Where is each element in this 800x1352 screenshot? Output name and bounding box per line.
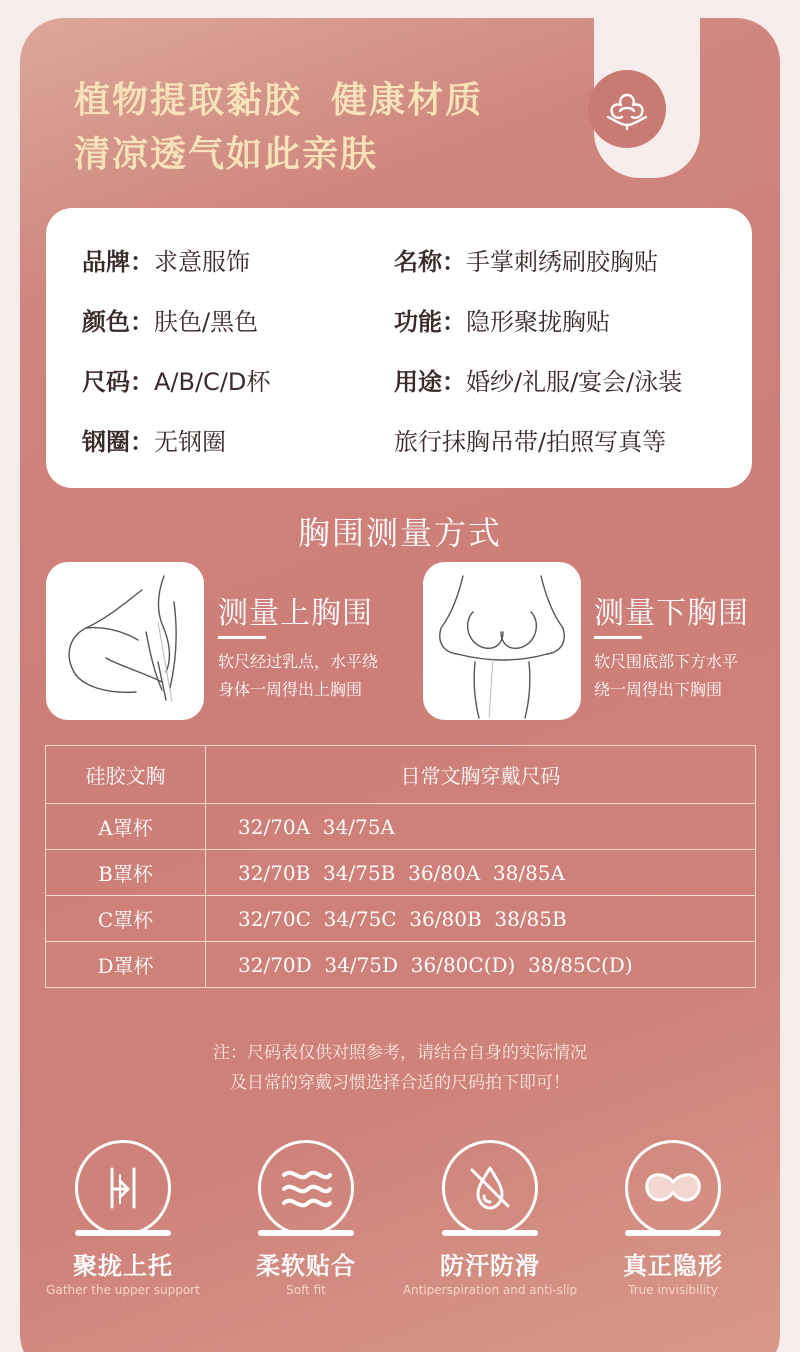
table-row	[46, 850, 756, 896]
feature-ring	[442, 1140, 538, 1236]
table-row	[46, 896, 756, 942]
note-line-1: 注：尺码表仅供对照参考，请结合自身的实际情况	[213, 1043, 587, 1063]
upper-bust-figure-icon	[46, 562, 204, 720]
info-wire	[82, 422, 226, 457]
feature-invisible	[583, 1140, 763, 1297]
table-row	[46, 804, 756, 850]
color-label: 颜色：	[82, 308, 154, 336]
invisible-bra-icon	[641, 1168, 705, 1208]
size-table-header	[46, 746, 756, 804]
feature-title: 真正隐形	[623, 1252, 723, 1280]
wire-label: 钢圈：	[82, 428, 154, 456]
lower-desc-line-1: 软尺围底部下方水平	[594, 652, 739, 671]
size-value: A/B/C/D杯	[154, 368, 271, 396]
upper-bust-description	[218, 648, 398, 704]
usage-label: 用途：	[394, 368, 466, 396]
lower-bust-illustration	[423, 562, 581, 720]
feature-subtitle: Soft fit	[286, 1283, 326, 1297]
feature-ring	[625, 1140, 721, 1236]
name-value: 手掌刺绣刷胶胸贴	[466, 248, 658, 276]
note-line-2: 及日常的穿戴习惯选择合适的尺码拍下即可！	[230, 1073, 570, 1093]
brand-value: 求意服饰	[154, 248, 250, 276]
info-usage	[394, 362, 682, 397]
feature-push-up	[33, 1140, 213, 1297]
lower-bust-divider	[594, 636, 642, 639]
feature-ring	[258, 1140, 354, 1236]
feature-soft-fit	[216, 1140, 396, 1297]
table-row	[46, 942, 756, 988]
push-up-icon	[98, 1163, 148, 1213]
lower-desc-line-2: 绕一周得出下胸围	[594, 680, 723, 699]
sizes-cell: 32/70A 34/75A	[206, 804, 756, 850]
function-label: 功能：	[394, 308, 466, 336]
lower-bust-title: 测量下胸围	[594, 596, 749, 631]
info-color	[82, 302, 258, 337]
color-value: 肤色/黑色	[154, 308, 259, 336]
info-brand	[82, 242, 250, 277]
header-daily-bra-size: 日常文胸穿戴尺码	[206, 746, 756, 804]
cup-cell: D罩杯	[46, 942, 206, 988]
info-size	[82, 362, 270, 397]
measure-section-title: 胸围测量方式	[297, 514, 502, 552]
name-label: 名称：	[394, 248, 466, 276]
feature-ring	[75, 1140, 171, 1236]
info-usage-continued	[394, 422, 666, 457]
lower-bust-figure-icon	[423, 562, 581, 720]
header-silicone-bra: 硅胶文胸	[46, 746, 206, 804]
cotton-icon	[602, 87, 652, 131]
feature-subtitle: True invisibility	[628, 1283, 718, 1297]
headline	[74, 74, 483, 182]
lower-bust-description	[594, 648, 774, 704]
size-table	[45, 745, 756, 988]
feature-subtitle: Antiperspiration and anti-slip	[402, 1283, 578, 1297]
upper-bust-divider	[218, 636, 266, 639]
no-sweat-drop-icon	[462, 1160, 518, 1216]
feature-anti-sweat	[400, 1140, 580, 1297]
function-value: 隐形聚拢胸贴	[466, 308, 610, 336]
soft-waves-icon	[278, 1163, 334, 1213]
brand-label: 品牌：	[82, 248, 154, 276]
sizes-cell: 32/70B 34/75B 36/80A 38/85A	[206, 850, 756, 896]
cup-cell: B罩杯	[46, 850, 206, 896]
product-info-card	[46, 208, 752, 488]
usage-value: 婚纱/礼服/宴会/泳装	[466, 368, 683, 396]
headline-line-2: 清凉透气如此亲肤	[74, 134, 379, 175]
size-label: 尺码：	[82, 368, 154, 396]
upper-bust-title: 测量上胸围	[218, 596, 373, 631]
feature-title: 聚拢上托	[73, 1252, 173, 1280]
feature-title: 柔软贴合	[256, 1252, 356, 1280]
upper-desc-line-1: 软尺经过乳点，水平绕	[218, 652, 379, 671]
upper-bust-illustration	[46, 562, 204, 720]
size-note	[0, 1038, 800, 1098]
cup-cell: A罩杯	[46, 804, 206, 850]
feature-title: 防汗防滑	[440, 1252, 540, 1280]
feature-subtitle: Gather the upper support	[46, 1283, 200, 1297]
upper-desc-line-2: 身体一周得出上胸围	[218, 680, 363, 699]
headline-line-1: 植物提取黏胶 健康材质	[74, 80, 484, 121]
cup-cell: C罩杯	[46, 896, 206, 942]
info-name	[394, 242, 658, 277]
cotton-badge	[588, 70, 666, 148]
info-function	[394, 302, 610, 337]
wire-value: 无钢圈	[154, 428, 226, 456]
sizes-cell: 32/70C 34/75C 36/80B 38/85B	[206, 896, 756, 942]
usage-value-2: 旅行抹胸吊带/拍照写真等	[394, 428, 667, 456]
sizes-cell: 32/70D 34/75D 36/80C(D) 38/85C(D)	[206, 942, 756, 988]
